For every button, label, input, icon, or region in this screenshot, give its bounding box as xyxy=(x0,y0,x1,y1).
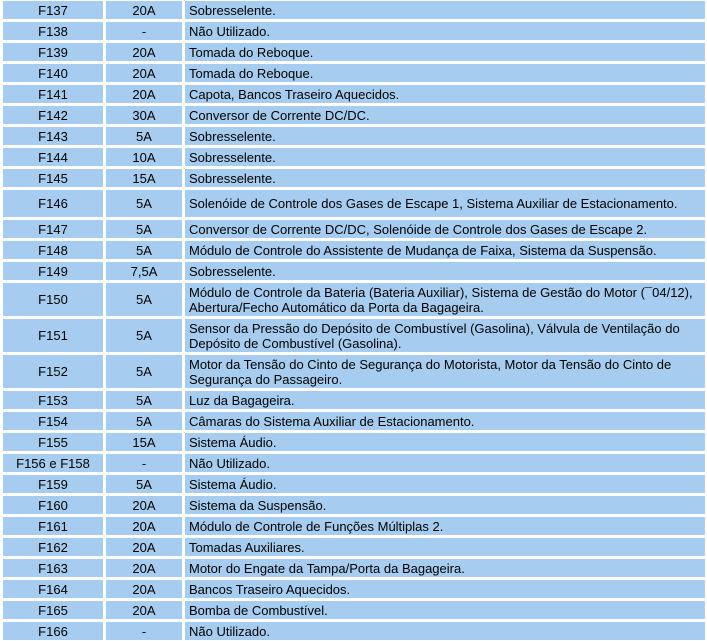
fuse-id-cell: F138 xyxy=(3,22,103,40)
description-cell: Bomba de Combustível. xyxy=(185,601,705,619)
fuse-id-cell: F140 xyxy=(3,64,103,82)
table-row xyxy=(3,22,705,40)
amperage-cell: 5A xyxy=(106,391,182,409)
amperage-cell: 5A xyxy=(106,319,182,352)
fuse-id-cell: F150 xyxy=(3,283,103,316)
fuse-id-cell: F139 xyxy=(3,43,103,61)
description-cell: Sobresselente. xyxy=(185,127,705,145)
amperage-cell: 5A xyxy=(106,220,182,238)
description-cell: Sobresselente. xyxy=(185,148,705,166)
fuse-id-cell: F165 xyxy=(3,601,103,619)
description-cell: Sistema Áudio. xyxy=(185,433,705,451)
fuse-id-cell: F159 xyxy=(3,475,103,493)
table-row xyxy=(3,319,705,352)
description-cell: Módulo de Controle da Bateria (Bateria Auxiliar), Sistema de Gestão do Motor (¯04/12), Abertura/Fecho Automático da Porta da Bagageira. xyxy=(185,283,705,316)
description-cell: Tomadas Auxiliares. xyxy=(185,538,705,556)
amperage-cell: 7,5A xyxy=(106,262,182,280)
amperage-cell: - xyxy=(106,22,182,40)
table-row xyxy=(3,190,705,217)
fuse-id-cell: F147 xyxy=(3,220,103,238)
description-cell: Bancos Traseiro Aquecidos. xyxy=(185,580,705,598)
fuse-id-cell: F154 xyxy=(3,412,103,430)
fuse-id-cell: F160 xyxy=(3,496,103,514)
description-cell: Sobresselente. xyxy=(185,1,705,19)
fuse-id-cell: F148 xyxy=(3,241,103,259)
fuse-id-cell: F152 xyxy=(3,355,103,388)
amperage-cell: 10A xyxy=(106,148,182,166)
amperage-cell: 20A xyxy=(106,538,182,556)
fuse-id-cell: F145 xyxy=(3,169,103,187)
amperage-cell: 15A xyxy=(106,169,182,187)
amperage-cell: 20A xyxy=(106,601,182,619)
table-row xyxy=(3,283,705,316)
fuse-id-cell: F151 xyxy=(3,319,103,352)
description-cell: Sistema Áudio. xyxy=(185,475,705,493)
description-cell: Solenóide de Controle dos Gases de Escape 1, Sistema Auxiliar de Estacionamento. xyxy=(185,190,705,217)
description-cell: Luz da Bagageira. xyxy=(185,391,705,409)
table-row xyxy=(3,262,705,280)
fuse-id-cell: F155 xyxy=(3,433,103,451)
amperage-cell: 20A xyxy=(106,64,182,82)
amperage-cell: 5A xyxy=(106,127,182,145)
fuse-id-cell: F149 xyxy=(3,262,103,280)
amperage-cell: 5A xyxy=(106,190,182,217)
amperage-cell: 5A xyxy=(106,355,182,388)
description-cell: Módulo de Controle do Assistente de Mudança de Faixa, Sistema da Suspensão. xyxy=(185,241,705,259)
description-cell: Conversor de Corrente DC/DC. xyxy=(185,106,705,124)
description-cell: Capota, Bancos Traseiro Aquecidos. xyxy=(185,85,705,103)
amperage-cell: 20A xyxy=(106,43,182,61)
table-row xyxy=(3,517,705,535)
table-row xyxy=(3,1,705,19)
fuse-id-cell: F161 xyxy=(3,517,103,535)
amperage-cell: 5A xyxy=(106,283,182,316)
table-row xyxy=(3,475,705,493)
fuse-id-cell: F146 xyxy=(3,190,103,217)
description-cell: Sobresselente. xyxy=(185,262,705,280)
description-cell: Tomada do Reboque. xyxy=(185,43,705,61)
table-row xyxy=(3,391,705,409)
fuse-id-cell: F164 xyxy=(3,580,103,598)
fuse-id-cell: F166 xyxy=(3,622,103,640)
table-row xyxy=(3,433,705,451)
amperage-cell: 30A xyxy=(106,106,182,124)
table-row xyxy=(3,241,705,259)
fuse-id-cell: F143 xyxy=(3,127,103,145)
table-row xyxy=(3,454,705,472)
description-cell: Motor da Tensão do Cinto de Segurança do Motorista, Motor da Tensão do Cinto de Segurança do Passageiro. xyxy=(185,355,705,388)
amperage-cell: 20A xyxy=(106,1,182,19)
description-cell: Câmaras do Sistema Auxiliar de Estacionamento. xyxy=(185,412,705,430)
fuse-id-cell: F137 xyxy=(3,1,103,19)
fuse-id-cell: F144 xyxy=(3,148,103,166)
amperage-cell: 20A xyxy=(106,580,182,598)
amperage-cell: 20A xyxy=(106,559,182,577)
description-cell: Conversor de Corrente DC/DC, Solenóide de Controle dos Gases de Escape 2. xyxy=(185,220,705,238)
table-row xyxy=(3,622,705,640)
fuse-id-cell: F156 e F158 xyxy=(3,454,103,472)
amperage-cell: - xyxy=(106,454,182,472)
table-row xyxy=(3,412,705,430)
amperage-cell: 20A xyxy=(106,517,182,535)
table-row xyxy=(3,538,705,556)
table-row xyxy=(3,43,705,61)
table-row xyxy=(3,127,705,145)
description-cell: Sensor da Pressão do Depósito de Combustível (Gasolina), Válvula de Ventilação do Depósito de Combustível (Gasolina). xyxy=(185,319,705,352)
amperage-cell: 20A xyxy=(106,496,182,514)
table-row xyxy=(3,580,705,598)
description-cell: Sistema da Suspensão. xyxy=(185,496,705,514)
amperage-cell: - xyxy=(106,622,182,640)
amperage-cell: 20A xyxy=(106,85,182,103)
table-row xyxy=(3,496,705,514)
table-row xyxy=(3,601,705,619)
description-cell: Tomada do Reboque. xyxy=(185,64,705,82)
fuse-id-cell: F141 xyxy=(3,85,103,103)
description-cell: Não Utilizado. xyxy=(185,22,705,40)
amperage-cell: 15A xyxy=(106,433,182,451)
table-row xyxy=(3,85,705,103)
fuse-id-cell: F142 xyxy=(3,106,103,124)
fuse-id-cell: F162 xyxy=(3,538,103,556)
table-row xyxy=(3,355,705,388)
table-row xyxy=(3,169,705,187)
description-cell: Não Utilizado. xyxy=(185,622,705,640)
amperage-cell: 5A xyxy=(106,241,182,259)
amperage-cell: 5A xyxy=(106,475,182,493)
table-row xyxy=(3,559,705,577)
amperage-cell: 5A xyxy=(106,412,182,430)
fuse-id-cell: F153 xyxy=(3,391,103,409)
description-cell: Módulo de Controle de Funções Múltiplas 2. xyxy=(185,517,705,535)
table-row xyxy=(3,148,705,166)
table-row xyxy=(3,220,705,238)
fuse-id-cell: F163 xyxy=(3,559,103,577)
table-row xyxy=(3,64,705,82)
description-cell: Sobresselente. xyxy=(185,169,705,187)
table-row xyxy=(3,106,705,124)
description-cell: Motor do Engate da Tampa/Porta da Bagageira. xyxy=(185,559,705,577)
description-cell: Não Utilizado. xyxy=(185,454,705,472)
